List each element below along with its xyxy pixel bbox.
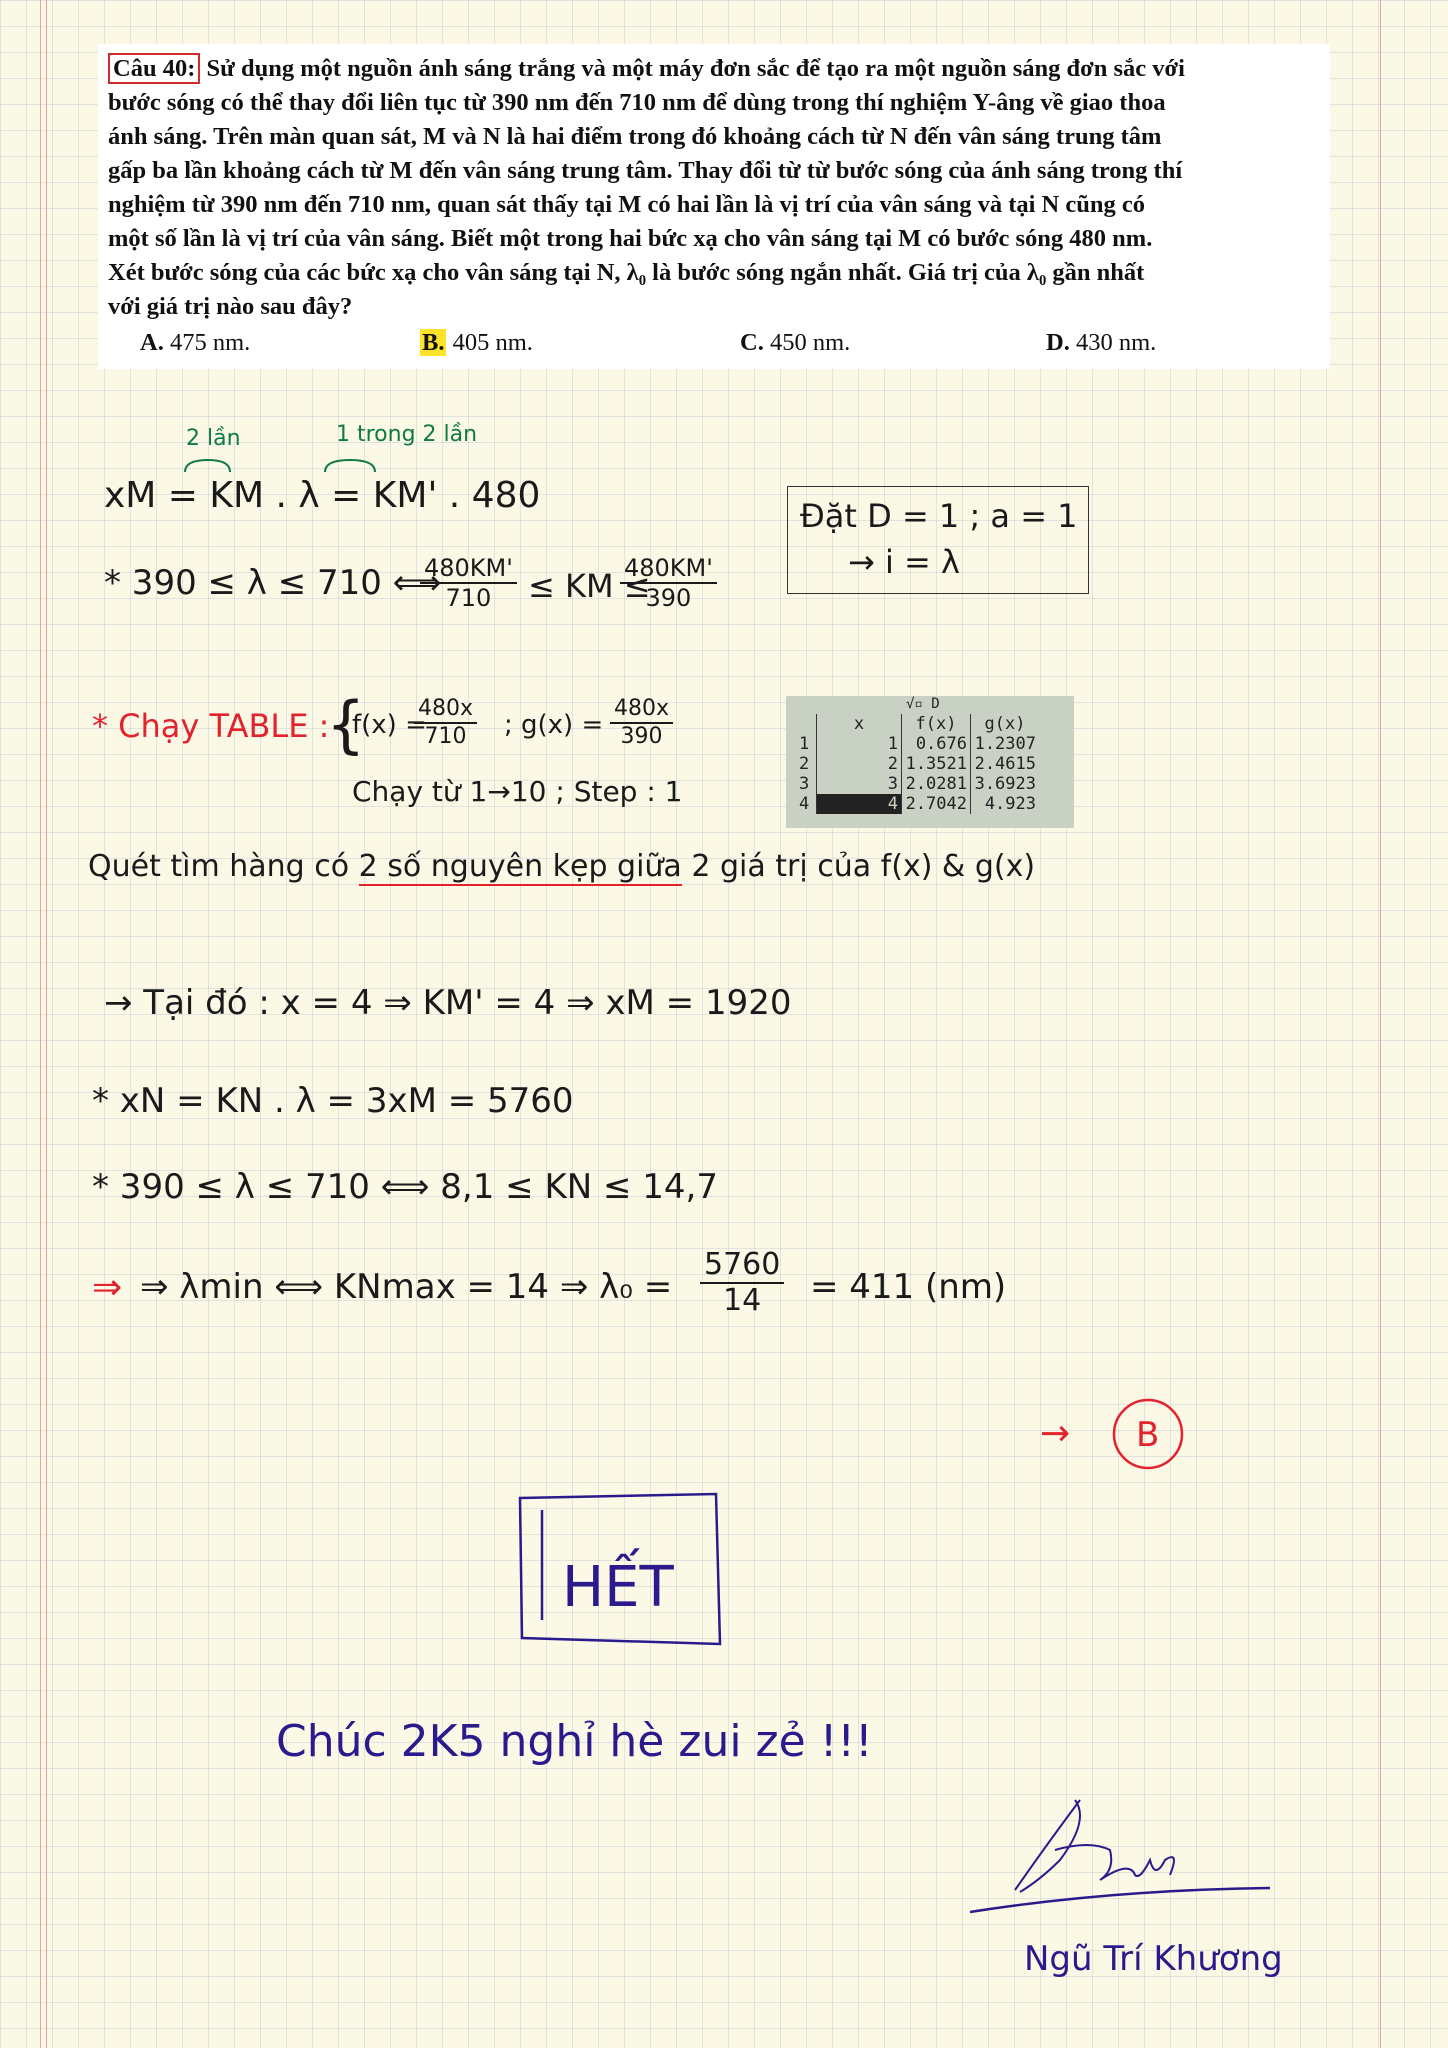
answer-arrow: →	[1040, 1413, 1071, 1454]
ineq1-frac-left: $\frac{480KM'}{710}$	[420, 556, 517, 610]
question-box	[98, 44, 1330, 369]
answer-letter: B	[1136, 1415, 1160, 1455]
table-range: Chạy từ 1→10 ; Step : 1	[352, 775, 683, 808]
ineq1-left: * 390 ≤ λ ≤ 710 ⟺	[104, 563, 442, 603]
option-d: D. 430 nm.	[1046, 329, 1157, 356]
signature-scribble	[960, 1780, 1280, 1930]
inequality-2: * 390 ≤ λ ≤ 710 ⟺ 8,1 ≤ KN ≤ 14,7	[92, 1167, 718, 1207]
option-b: B. 405 nm.	[422, 329, 533, 356]
question-line-6: một số lần là vị trí của vân sáng. Biết một trong hai bức xạ cho vân sáng tại M có bước sóng 480 nm.	[108, 225, 1153, 252]
calc-header-f: f(x)	[902, 714, 971, 734]
calc-row-selected: 4 4 2.7042 4.923	[796, 794, 1039, 814]
left-margin-line	[40, 0, 41, 2048]
closing-message: Chúc 2K5 nghỉ hè zui zẻ !!!	[276, 1716, 873, 1767]
final-prefix: ⇒	[92, 1267, 123, 1308]
calc-header-x: x	[817, 714, 902, 734]
question-line-7: Xét bước sóng của các bức xạ cho vân sáng tại N, λ₀ là bước sóng ngắn nhất. Giá trị của λ₀ gần nhất	[108, 259, 1145, 286]
calc-row: 3 3 2.0281 3.6923	[796, 774, 1039, 794]
def-line-2: → i = λ	[848, 543, 960, 581]
calc-row: 1 1 0.676 1.2307	[796, 734, 1039, 754]
question-line-4: gấp ba lần khoảng cách từ M đến vân sáng trung tâm. Thay đổi từ từ bước sóng của ánh sáng trong thí	[108, 157, 1183, 184]
question-label: Câu 40:	[108, 53, 200, 84]
table-label: * Chạy TABLE :	[92, 707, 330, 745]
curly-brace: {	[326, 688, 366, 761]
question-line-8: với giá trị nào sau đây?	[108, 293, 353, 320]
question-line-1	[108, 52, 1320, 86]
question-line-3: ánh sáng. Trên màn quan sát, M và N là hai điểm trong đó khoảng cách từ N đến vân sáng trung tâm	[108, 123, 1162, 150]
note-2-lan: 2 lần	[186, 426, 241, 451]
g-frac: $\frac{480x}{390}$	[610, 698, 673, 748]
right-margin-line	[1380, 0, 1381, 2048]
g-def: ; g(x) =	[504, 710, 604, 740]
final-suffix: = 411 (nm)	[810, 1267, 1007, 1307]
result-1: → Tại đó : x = 4 ⇒ KM' = 4 ⇒ xM = 1920	[104, 983, 792, 1023]
brace-annotations	[180, 452, 380, 476]
scan-text: Quét tìm hàng có 2 số nguyên kẹp giữa 2 giá trị của f(x) & g(x)	[88, 849, 1036, 884]
answer-options	[108, 326, 1320, 360]
final-frac: $\frac{5760}{14}$	[700, 1250, 784, 1316]
xn-equation: * xN = KN . λ = 3xM = 5760	[92, 1081, 574, 1121]
def-line-1: Đặt D = 1 ; a = 1	[800, 497, 1078, 535]
calculator-screen	[786, 696, 1074, 828]
calc-header-row	[796, 714, 1039, 734]
calc-header-g: g(x)	[984, 714, 1026, 734]
f-def: f(x) =	[352, 710, 427, 740]
xm-equation: xM = KM . λ = KM' . 480	[104, 475, 541, 516]
question-line-5: nghiệm từ 390 nm đến 710 nm, quan sát thấy tại M có hai lần là vị trí của vân sáng và tại N cũng có	[108, 191, 1145, 218]
calc-status: √▫ D	[906, 696, 940, 712]
question-line-2: bước sóng có thể thay đổi liên tục từ 390 nm đến 710 nm để dùng trong thí nghiệm Y-âng về giao thoa	[108, 89, 1166, 116]
left-margin-line-2	[46, 0, 47, 2048]
ineq1-mid: ≤ KM ≤	[528, 567, 651, 605]
final-line: ⇒ λmin ⟺ KNmax = 14 ⇒ λ₀ =	[140, 1267, 673, 1307]
option-c: C. 450 nm.	[740, 329, 851, 356]
het-text: HẾT	[562, 1555, 674, 1620]
signature-name: Ngũ Trí Khương	[1024, 1939, 1283, 1979]
note-1-trong-2-lan: 1 trong 2 lần	[336, 422, 478, 447]
option-a: A. 475 nm.	[140, 329, 251, 356]
f-frac: $\frac{480x}{710}$	[414, 698, 477, 748]
question-text-1: Sử dụng một nguồn ánh sáng trắng và một máy đơn sắc để tạo ra một nguồn sáng đơn sắc với	[206, 55, 1185, 82]
calc-row: 2 2 1.3521 2.4615	[796, 754, 1039, 774]
calc-table	[796, 714, 1039, 814]
ineq1-frac-right: $\frac{480KM'}{390}$	[620, 556, 717, 610]
